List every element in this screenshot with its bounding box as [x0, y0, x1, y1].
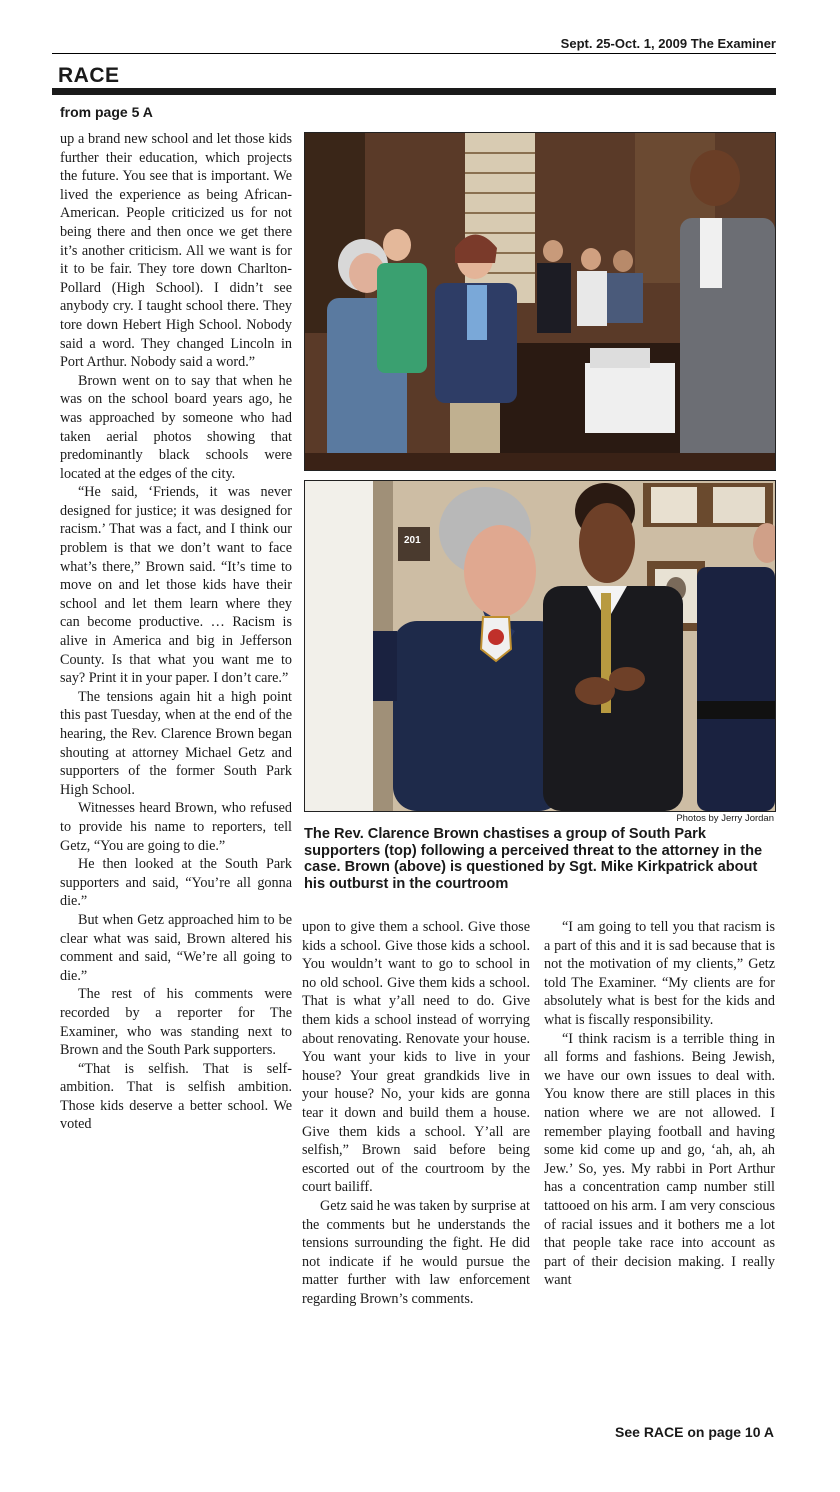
room-number-sign: 201: [404, 535, 421, 546]
article-column-3: [544, 918, 775, 1290]
article-column-1: [60, 130, 292, 1134]
jump-from-line: from page 5 A: [60, 104, 153, 120]
paragraph: Brown went on to say that when he was on the school board years ago, he was approached by someone who had taken aerial photos showing that predominantly black schools were located at the edges of the city.: [60, 372, 292, 482]
section-title-bar: [52, 88, 776, 95]
jump-to-line: See RACE on page 10 A: [615, 1424, 774, 1440]
dateline: Sept. 25-Oct. 1, 2009 The Examiner: [560, 36, 776, 51]
paragraph: But when Getz approached him to be clear what was said, Brown altered his comment and said, “We’re all going to die.”: [60, 911, 292, 984]
paragraph: “I am going to tell you that racism is a part of this and it is sad because that is not the motivation of my clients,” Getz told The Examiner. “My clients are for absolutely what is best for the kids and what is fiscally responsibility.: [544, 919, 775, 1028]
paragraph: The tensions again hit a high point this past Tuesday, when at the end of the hearing, the Rev. Clarence Brown began shouting at attorney Michael Getz and supporters of the former South Park High School.: [60, 688, 292, 798]
paragraph: Witnesses heard Brown, who refused to provide his name to reporters, tell Getz, “You are going to die.”: [60, 800, 292, 854]
photo-sgt-questioning-brown: [304, 480, 776, 812]
paragraph: Getz said he was taken by surprise at the comments but he understands the tensions surrounding the fight. He did not indicate if he would pursue the matter further with law enforcement regarding Brown’s comments.: [302, 1197, 530, 1307]
header-rule: [52, 53, 776, 54]
paragraph: “He said, ‘Friends, it was never designed for justice; it was designed for racism.’ That was a fact, and I think our problem is that we don’t want to face what’s there,” Brown said. “It’s time to move on and let those kids have their school and let them learn where they can become productive. … Racism is alive in America and big in Jefferson County. Is that what you want me to say? Print it in your paper. I don’t care.”: [60, 484, 292, 687]
paragraph: The rest of his comments were recorded by a reporter for The Examiner, who was standing next to Brown and the South Park supporters.: [60, 986, 292, 1059]
photo-courtroom-group: [304, 132, 776, 471]
paragraph: up a brand new school and let those kids further their education, which projects the future. You see that is important. We lived the experience as being African-American. People criticized us for not being there and then once we get there it’s another criticism. All we want is for it to be fair. They tore down Charlton-Pollard (High School). I didn’t see anybody cry. I taught school there. They tore down Hebert High School. Nobody said a word. They changed Lincoln in Port Arthur. Nobody said a word.”: [60, 131, 292, 371]
paragraph: upon to give them a school. Give those kids a school. Give those kids a school. You wouldn’t want to go to school in no old school. Give them kids a school. That is what y’all need to do. Give them kids a school instead of worrying about renovating. Renovate your house. You want your kids to live in your house? Your great grandkids live in your house? No, your kids are gonna tear it down and build them a house. Give them kids a school. Y’all are selfish,” Brown said before being escorted out of the courtroom by the court bailiff.: [302, 919, 530, 1196]
paragraph: He then looked at the South Park supporters and said, “You’re all gonna die.”: [60, 856, 292, 910]
photo-caption: The Rev. Clarence Brown chastises a group of South Park supporters (top) following a perceived threat to the attorney in the case. Brown (above) is questioned by Sgt. Mike Kirkpatrick about his outburst in the courtroom: [304, 826, 763, 892]
paragraph: “I think racism is a terrible thing in all forms and fashions. Being Jewish, we have our own issues to deal with. You know there are still places in this nation where we are not allowed. I remember playing football and having some kid come up and go, ‘ah, ah, ah Jew.’ So, yes. My rabbi in Port Arthur has a concentration camp number still tattooed on his arm. I am very conscious of racial issues and it bothers me a lot that people take race into account as part of their decision making. I really want: [544, 1030, 775, 1289]
article-column-2: [302, 918, 530, 1308]
paragraph: “That is selfish. That is self-ambition. That is selfish ambition. Those kids deserve a better school. We voted: [60, 1060, 292, 1133]
section-title: RACE: [58, 64, 120, 87]
photo-credit: Photos by Jerry Jordan: [676, 813, 774, 824]
